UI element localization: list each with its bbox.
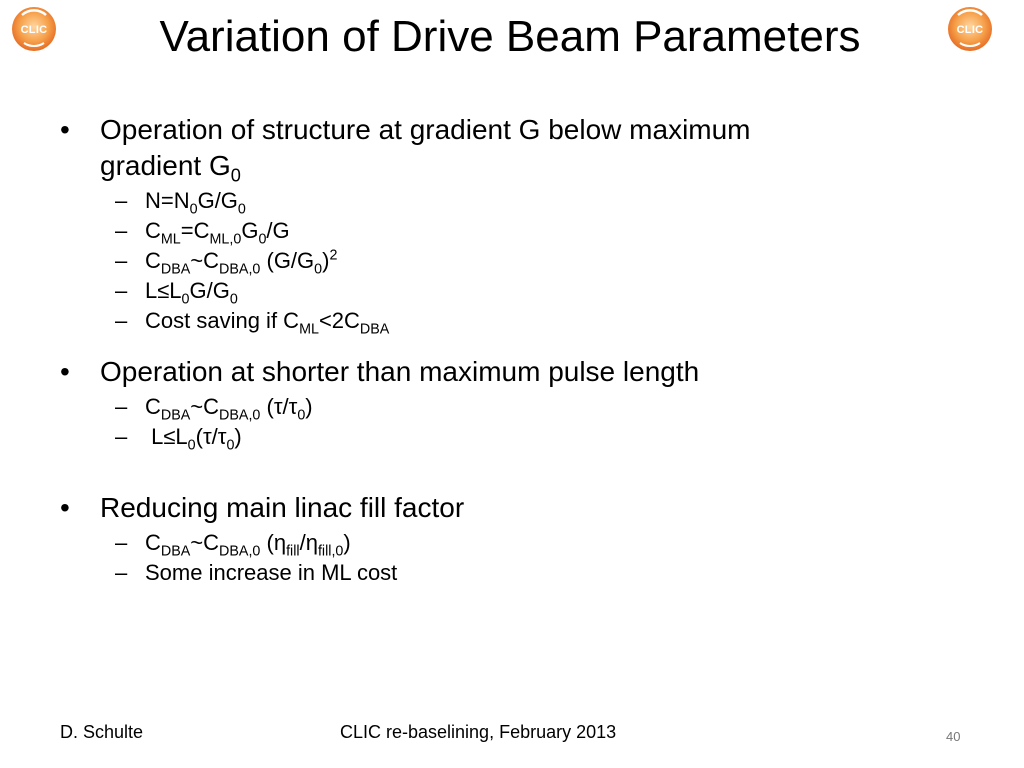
clic-logo-left: [12, 7, 56, 51]
dash-icon: –: [115, 188, 128, 213]
dash-icon: –: [115, 530, 128, 555]
sub-bullet-list: [60, 528, 960, 588]
sub-bullet: – $C_{DBA}\sim C_{DBA,0}$ $(\eta_{fill}/\eta_{fill,0})$: [115, 530, 351, 560]
clic-logo-right: [948, 7, 992, 51]
slide-title: Variation of Drive Beam Parameters: [159, 12, 861, 61]
bullet-text: Reducing main linac fill factor: [100, 492, 465, 523]
clic-logo-text: CLIC: [20, 24, 48, 36]
sub-bullet: – $C_{ML}=C_{ML,0}G_0/G$: [115, 218, 290, 248]
bullet-text-cont: gradient G: [100, 150, 231, 181]
sub-bullet: – $N=N_0G/G_0$: [115, 188, 246, 218]
bullet-dot-icon: •: [60, 356, 70, 387]
bullet-text: Operation at shorter than maximum pulse length: [100, 356, 700, 387]
bullet-text: Operation of structure at gradient G below maximum: [100, 114, 751, 145]
sub-bullet-list: [60, 392, 960, 452]
dash-icon: –: [115, 218, 128, 243]
dash-icon: –: [115, 424, 128, 449]
bullet-dot-icon: •: [60, 114, 70, 145]
dash-icon: –: [115, 308, 128, 333]
dash-icon: –: [115, 394, 128, 419]
footer-author: D. Schulte: [60, 722, 144, 742]
footer-event: CLIC re-baselining, February 2013: [340, 722, 617, 742]
sub-bullet: – $C_{DBA}\sim C_{DBA,0}$ $(G/G_0)^2$: [115, 247, 338, 278]
bullet-fill-factor: [60, 490, 960, 526]
bullet-dot-icon: •: [60, 492, 70, 523]
clic-logo-text: CLIC: [956, 24, 984, 36]
sub-bullet-list: [60, 186, 960, 336]
sub-bullet: – $C_{DBA}\sim C_{DBA,0}$ $(\tau/\tau_0)$: [115, 394, 313, 424]
bullet-gradient: [60, 112, 960, 184]
subscript: 0: [230, 165, 241, 186]
sub-bullet: – $L\le L_0G/G_0$: [115, 278, 238, 308]
bullet-pulse-length: [60, 354, 960, 390]
dash-icon: –: [115, 278, 128, 303]
slide-body: [60, 112, 960, 588]
sub-bullet: – $L\le L_0(\tau/\tau_0)$: [115, 424, 242, 454]
dash-icon: –: [115, 560, 128, 585]
sub-bullet: – Some increase in ML cost: [60, 558, 960, 588]
sub-bullet: – Cost saving if $C_{ML}<2C_{DBA}$: [115, 308, 390, 338]
slide-number: 40: [946, 729, 961, 744]
dash-icon: –: [115, 248, 128, 273]
